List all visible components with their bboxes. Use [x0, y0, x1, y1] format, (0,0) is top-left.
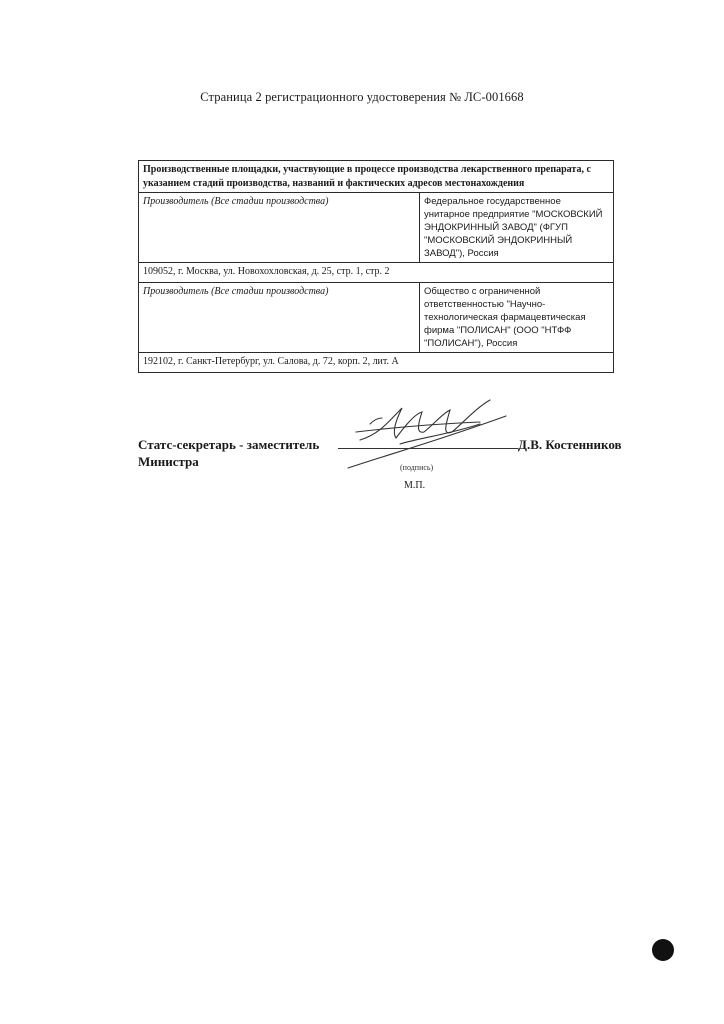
- page-header: Страница 2 регистрационного удостоверения № ЛС-001668: [200, 90, 524, 104]
- table-row: [139, 193, 614, 263]
- scan-dot-mark: [652, 939, 674, 961]
- table-row: [139, 263, 614, 283]
- handwritten-signature: [330, 394, 530, 474]
- signatory-name: Д.В. Костенников: [518, 437, 622, 452]
- signatory-position-line1: Статс-секретарь - заместитель: [138, 437, 320, 452]
- stamp-place-label: М.П.: [404, 480, 426, 491]
- manufacturer-name-1: Федеральное государственное унитарное предприятие "МОСКОВСКИЙ ЭНДОКРИННЫЙ ЗАВОД" (ФГУП "МОСКОВСКИЙ ЭНДОКРИННЫЙ ЗАВОД"), Россия: [420, 193, 614, 263]
- table-title-row: [139, 161, 614, 193]
- manufacturer-role-1: Производитель (Все стадии производства): [139, 193, 420, 263]
- signature-line: [338, 448, 518, 449]
- manufacturer-role-2: Производитель (Все стадии производства): [139, 283, 420, 353]
- table-row: [139, 283, 614, 353]
- manufacturer-address-2: 192102, г. Санкт-Петербург, ул. Салова, д. 72, корп. 2, лит. А: [139, 353, 614, 373]
- signature-caption: (подпись): [400, 463, 434, 472]
- manufacturer-address-1: 109052, г. Москва, ул. Новохохловская, д. 25, стр. 1, стр. 2: [139, 263, 614, 283]
- table-title: Производственные площадки, участвующие в процессе производства лекарственного препарата, с указанием стадий производства, названий и фактических адресов местонахождения: [139, 161, 614, 193]
- signatory-position: [138, 436, 319, 470]
- manufacturer-name-2: Общество с ограниченной ответственностью "Научно-технологическая фармацевтическая фирма "ПОЛИСАН" (ООО "НТФФ "ПОЛИСАН"), Россия: [420, 283, 614, 353]
- signatory-position-line2: Министра: [138, 454, 199, 469]
- table-row: [139, 353, 614, 373]
- production-sites-table: [138, 160, 614, 373]
